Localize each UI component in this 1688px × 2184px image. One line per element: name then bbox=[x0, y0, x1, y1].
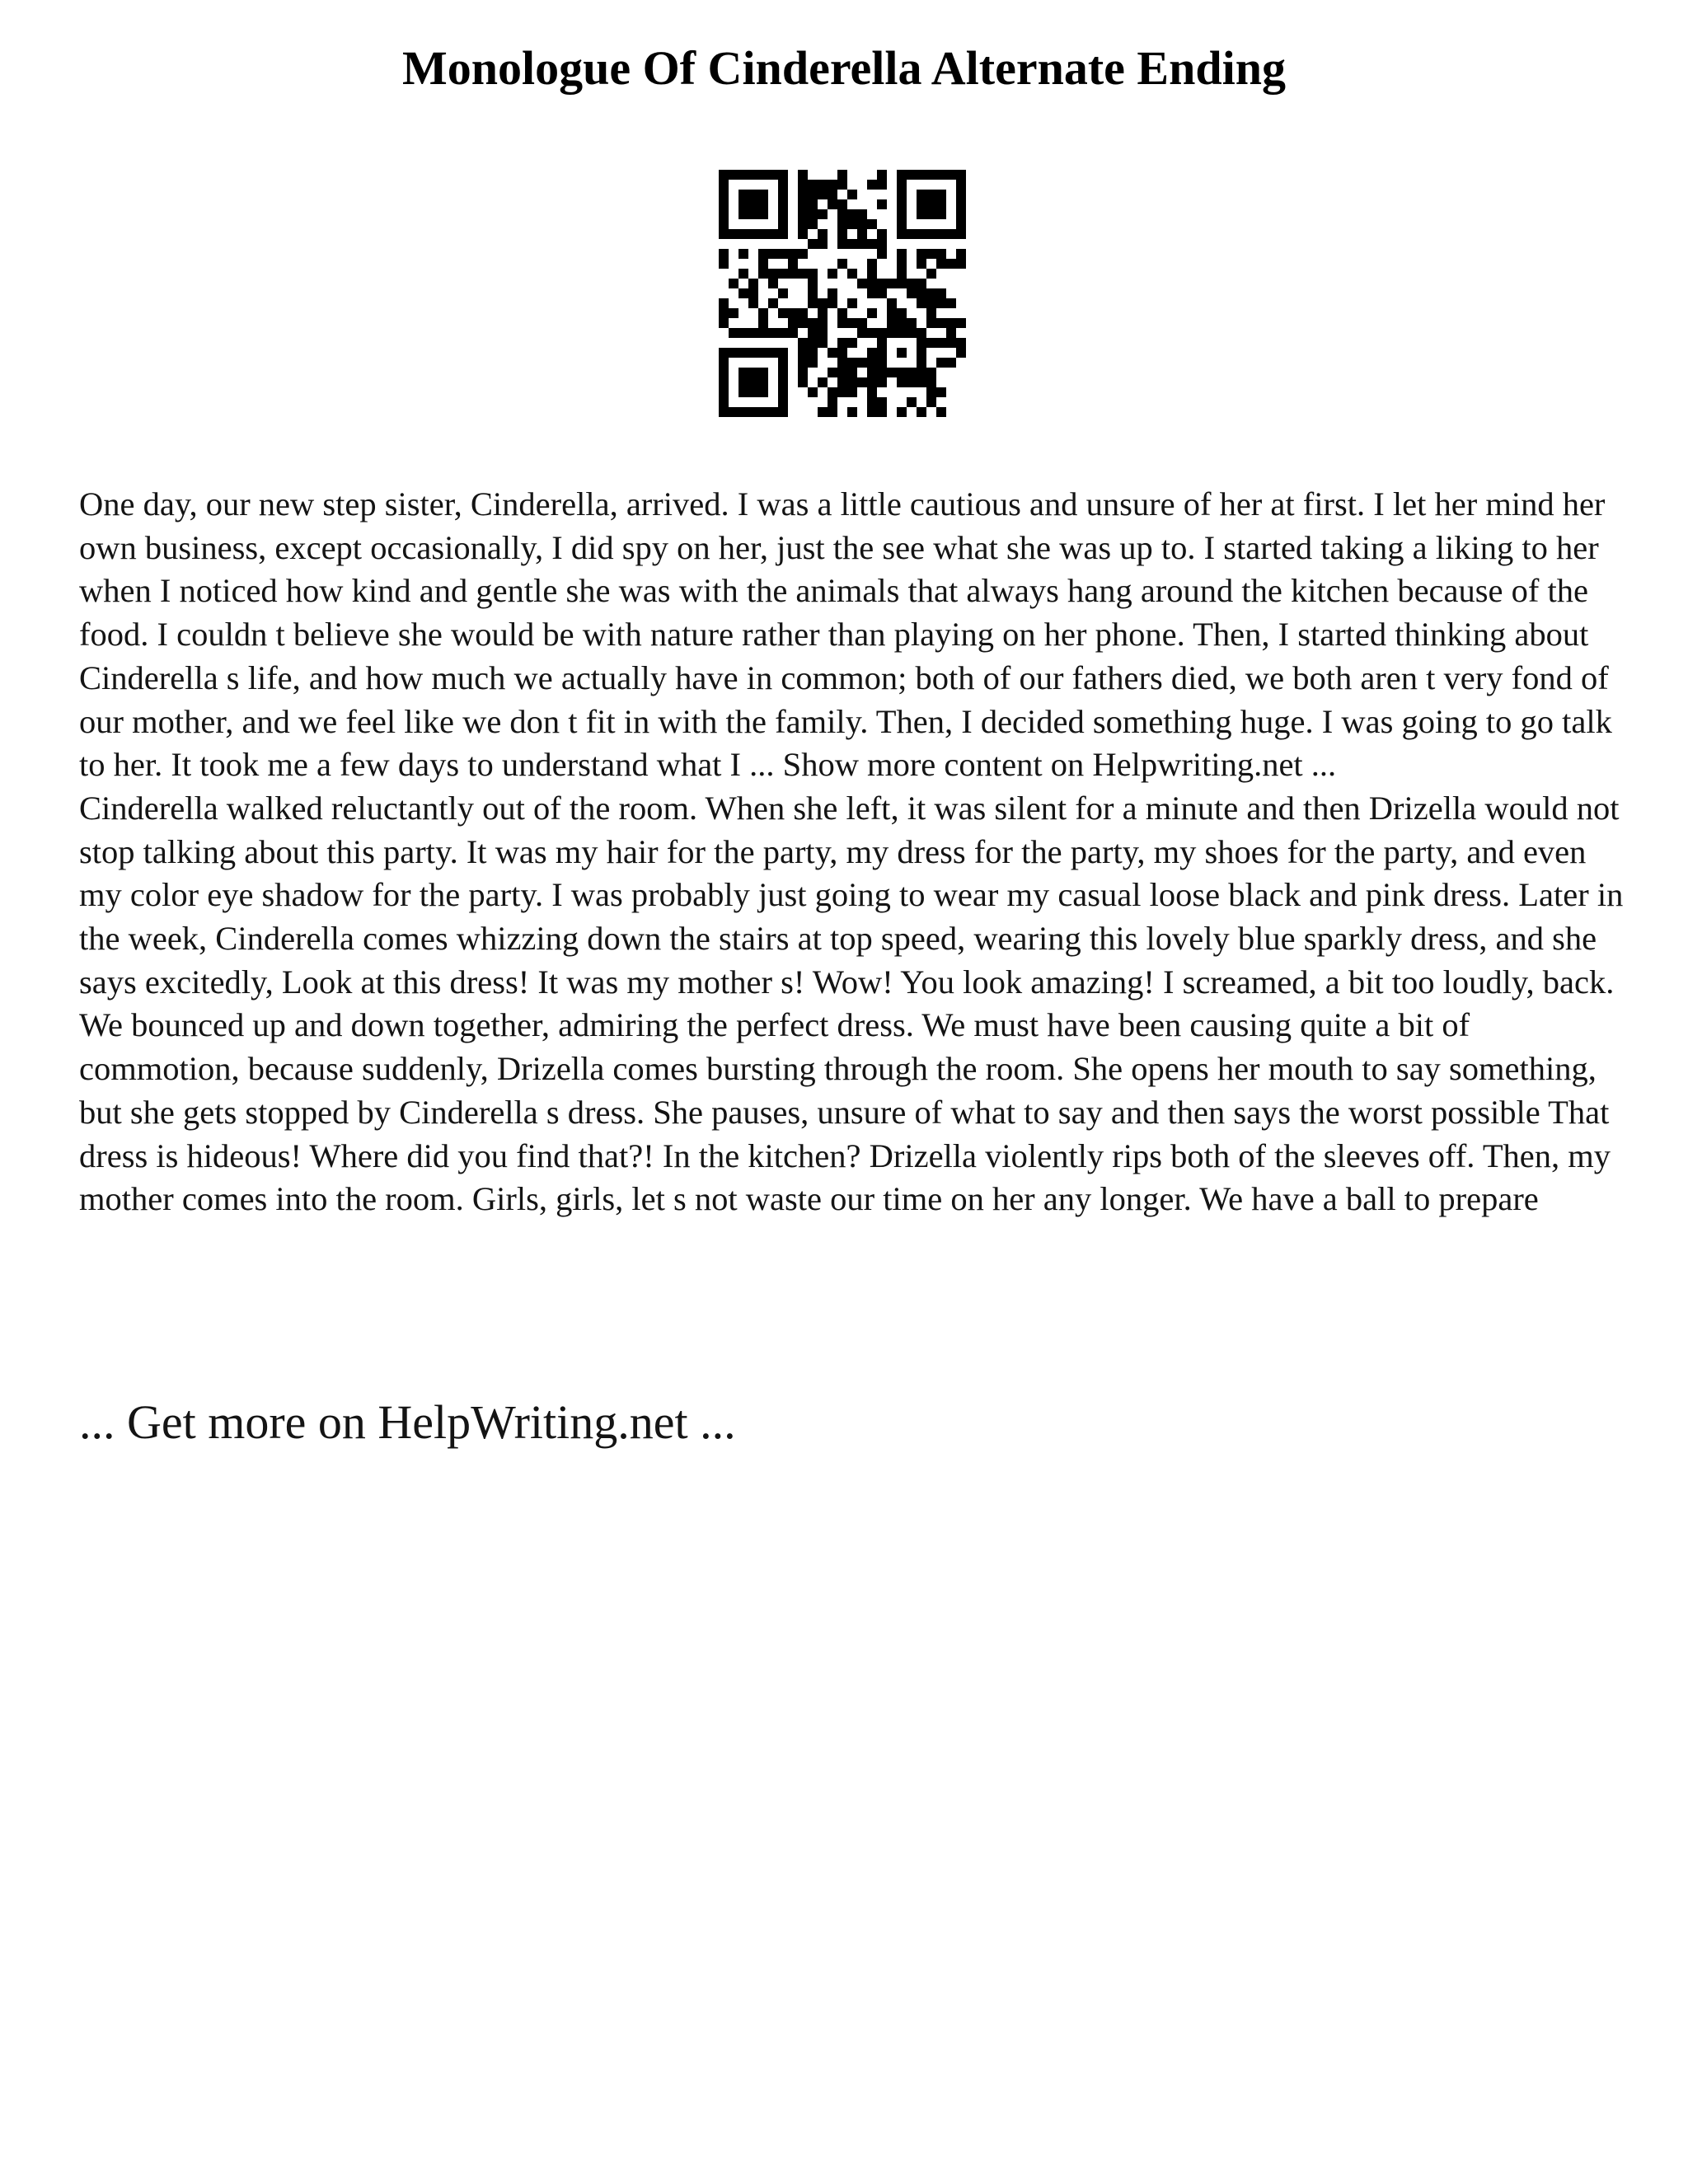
document-title: Monologue Of Cinderella Alternate Ending bbox=[402, 41, 1286, 95]
document-body bbox=[79, 483, 1629, 1221]
qr-code-icon bbox=[719, 170, 966, 417]
paragraph-1: One day, our new step sister, Cinderella, arrived. I was a little cautious and unsure of her at first. I let her mind her own business, except occasionally, I did spy on her, just the see what she was up to. I started taking a liking to her when I noticed how kind and gentle she was with the animals that always hang around the kitchen because of the food. I couldn t believe she would be with nature rather than playing on her phone. Then, I started thinking about Cinderella s life, and how much we actually have in common; both of our fathers died, we both aren t very fond of our mother, and we feel like we don t fit in with the family. Then, I decided something huge. I was going to go talk to her. It took me a few days to understand what I ... Show more content on Helpwriting.net ... bbox=[79, 485, 1612, 784]
paragraph-2: Cinderella walked reluctantly out of the room. When she left, it was silent for a minute and then Drizella would not stop talking about this party. It was my hair for the party, my dress for the party, my shoes for the party, and even my color eye shadow for the party. I was probably just going to wear my casual loose black and pink dress. Later in the week, Cinderella comes whizzing down the stairs at top speed, wearing this lovely blue sparkly dress, and she says excitedly, Look at this dress! It was my mother s! Wow! You look amazing! I screamed, a bit too loudly, back. We bounced up and down together, admiring the perfect dress. We must have been causing quite a bit of commotion, because suddenly, Drizella comes bursting through the room. She opens her mouth to say something, but she gets stopped by Cinderella s dress. She pauses, unsure of what to say and then says the worst possible That dress is hideous! Where did you find that?! In the kitchen? Drizella violently rips both of the sleeves off. Then, my mother comes into the room. Girls, girls, let s not waste our time on her any longer. We have a ball to prepare bbox=[79, 789, 1624, 1218]
qr-code-graphic bbox=[719, 170, 966, 417]
get-more-link[interactable]: ... Get more on HelpWriting.net ... bbox=[79, 1395, 736, 1449]
